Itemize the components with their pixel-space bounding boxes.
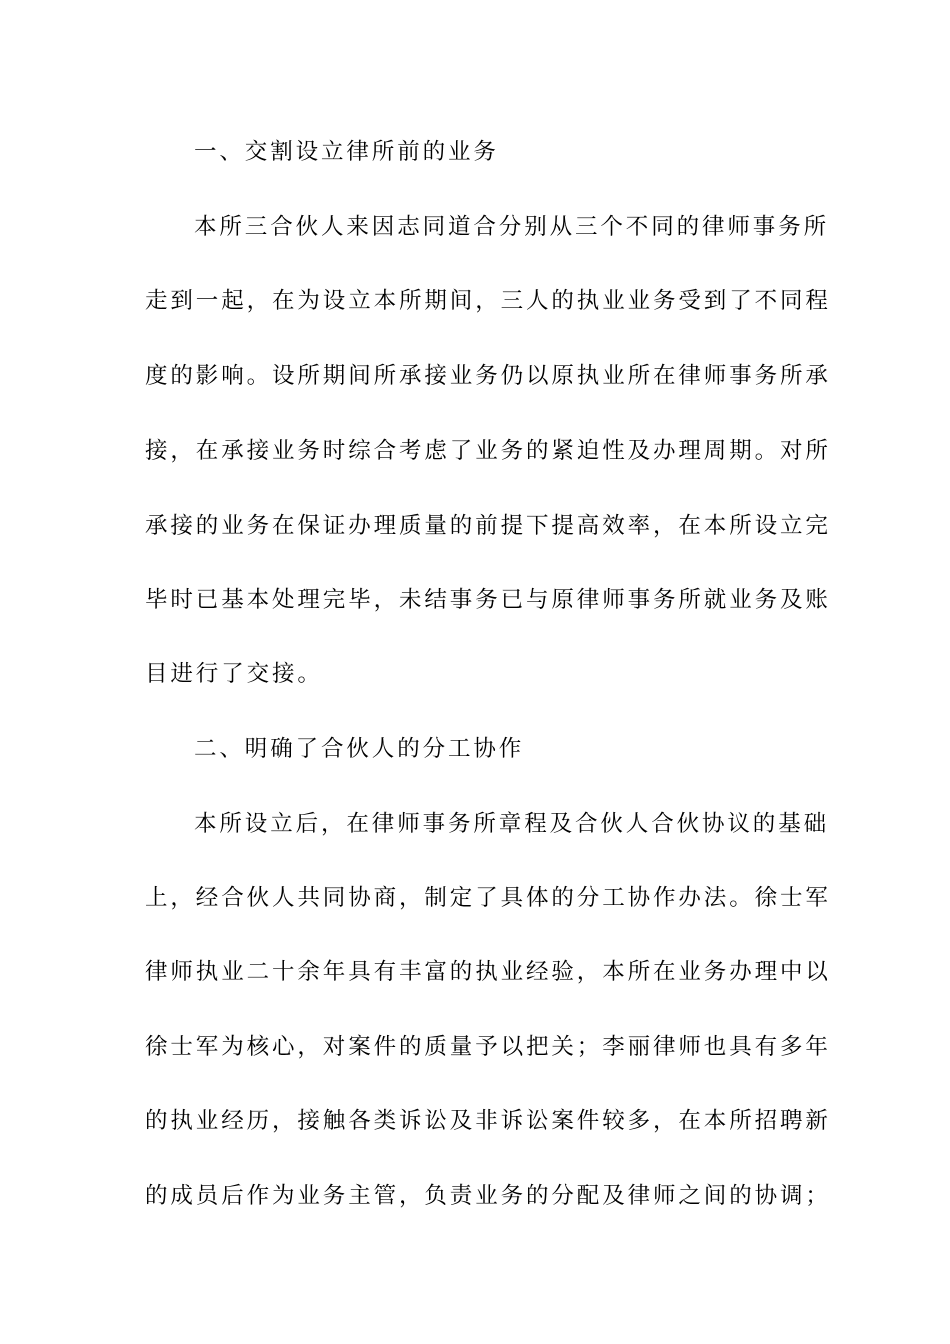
paragraph-line: 接，在承接业务时综合考虑了业务的紧迫性及办理周期。对所	[145, 438, 831, 464]
paragraph-line: 走到一起，在为设立本所期间，三人的执业业务受到了不同程	[145, 288, 831, 314]
paragraph-line: 徐士军为核心，对案件的质量予以把关；李丽律师也具有多年	[145, 1034, 831, 1060]
paragraph-line: 律师执业二十余年具有丰富的执业经验，本所在业务办理中以	[145, 959, 831, 985]
paragraph-line: 毕时已基本处理完毕，未结事务已与原律师事务所就业务及账	[145, 587, 831, 613]
paragraph-line: 本所三合伙人来因志同道合分别从三个不同的律师事务所	[194, 214, 830, 240]
section-heading-2: 二、明确了合伙人的分工协作	[194, 736, 525, 762]
paragraph-line: 上，经合伙人共同协商，制定了具体的分工协作办法。徐士军	[145, 885, 831, 911]
paragraph-line: 目进行了交接。	[145, 661, 323, 687]
paragraph-line: 的成员后作为业务主管，负责业务的分配及律师之间的协调；	[145, 1183, 831, 1209]
paragraph-line: 的执业经历，接触各类诉讼及非诉讼案件较多，在本所招聘新	[145, 1108, 831, 1134]
paragraph-line: 承接的业务在保证办理质量的前提下提高效率，在本所设立完	[145, 513, 831, 539]
section-heading-1: 一、交割设立律所前的业务	[194, 139, 499, 165]
paragraph-line: 度的影响。设所期间所承接业务仍以原执业所在律师事务所承	[145, 363, 831, 389]
paragraph-line: 本所设立后，在律师事务所章程及合伙人合伙协议的基础	[194, 811, 830, 837]
